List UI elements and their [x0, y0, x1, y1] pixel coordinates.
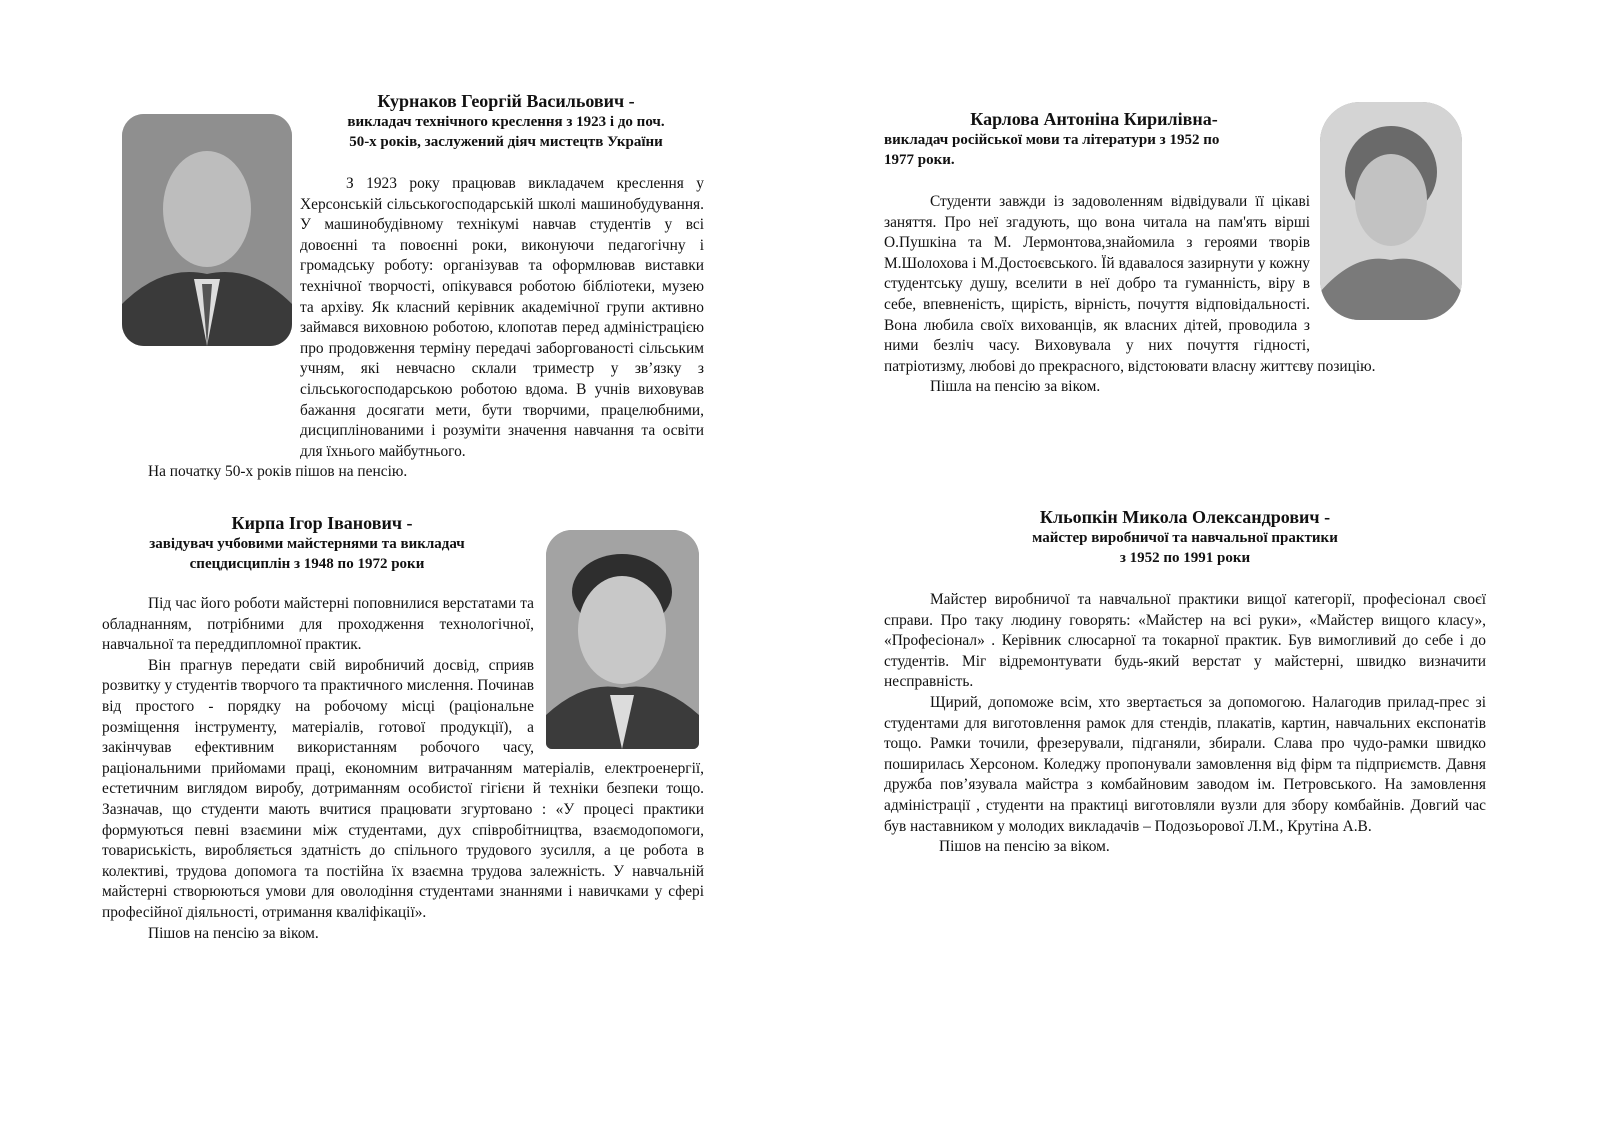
bio-role-cont: з 1952 по 1991 роки: [1119, 550, 1251, 566]
bio-paragraph: Під час його роботи майстерні поповнилися верстатами та обладнанням, потрібними для проходження технологічної, навчальної та переддипломної практик.: [102, 595, 534, 654]
bio-name: Кльопкін Микола Олександрович -: [1039, 507, 1331, 527]
bio-paragraph: На початку 50-х років пішов на пенсію.: [148, 463, 408, 481]
bio-role: викладач технічного креслення з 1923 і до поч.: [347, 114, 665, 130]
bio-paragraph: Пішов на пенсію за віком.: [939, 838, 1110, 856]
bio-paragraph: Майстер виробничої та навчальної практики вищої категорії, професіонал своєї справи. Про таку людину говорять: «Майстер на всі руки», «Майстер вищого класу», «Професіонал» . Керівник слюсарної та токарної практик. Був вимогливий до себе і до студентів. Міг відремонтувати будь-який верстат у майстерні, швидко визначити несправність.: [884, 591, 1486, 691]
bio-karlova: [884, 108, 1486, 398]
bio-klopkin: [884, 506, 1486, 858]
bio-paragraph: Пішла на пенсію за віком.: [930, 378, 1101, 396]
bio-paragraph: З 1923 року працював викладачем креслення у Херсонській сільськогосподарській школі машинобудування. У машинобудівному технікумі навчав студентів у всі довоєнні та повоєнні роки, виконуючи педагогічну і громадську роботу: організував та оформлював виставки технічної творчості, опікувався роботою бібліотеки, музею та архіву. Як класний керівник академічної групи активно займався виховною роботою, клопотав перед адміністрацією про продовження терміну передачі заборгованості сільським учням, які невчасно склали триместр у зв’язку з сільськогосподарською роботою вдома. В учнів виховував бажання досягати мети, бути творчими, працелюбними, дисциплінованими і розуміти значення навчання та освіти для їхнього майбутнього.: [300, 175, 704, 460]
bio-paragraph: Пішов на пенсію за віком.: [148, 924, 319, 942]
bio-paragraph: Студенти завжди із задоволенням відвідували її цікаві заняття. Про неї згадують, що вона читала на пам'ять вірші О.Пушкіна та М. Лермонтова,знайомила з героями творів М.Шолохова і М.Достоєвського. Їй вдавалося зазирнути у кожну студентську душу, вселити в неї добро та гуманність, віру в себе, впевненість, щирість, вірність, почуття відповідальності. Вона любила своїх вихованців, як власних дітей, проводила з ними безліч часу. Виховувала у них почуття гідності, патріотизму, любові до прекрасного, відстоювати власну життєву позицію.: [884, 193, 1376, 375]
bio-name: Кирпа Ігор Іванович -: [231, 513, 413, 533]
bio-name: Курнаков Георгій Васильович -: [377, 91, 635, 111]
bio-role: викладач російської мови та літератури з 1952 по: [884, 132, 1220, 148]
bio-name: Карлова Антоніна Кирилівна-: [970, 109, 1218, 129]
bio-role-cont: 1977 роки.: [884, 152, 955, 168]
bio-role: майстер виробничої та навчальної практики: [1032, 530, 1338, 546]
bio-paragraph: Він прагнув передати свій виробничий досвід, сприяв розвитку у студентів творчого та практичного мислення. Починав від простого - порядку на робочому місці (раціональне розміщення інструменту, матеріалів, готової продукції), а закінчував ефективним використанням робочого часу, раціональними прийомами праці, економним витрачанням матеріалів, електроенергії, естетичним виглядом виробу, дотриманням особистої гігієни й техніки безпеки тощо. Зазначав, що студенти мають вчитися працювати згуртовано : «У процесі практики формуються певні взаємини між студентами, дух співробітництва, взаємодопомоги, товариськість, виробляється здатність до спільного трудового зусилля, а це робота в колективі, трудова допомога та постійна їх взаємна трудова залежність. У навчальній майстерні створюються умови для оволодіння студентами знаннями і навичками у сфері професійної діяльності, отримання кваліфікації».: [102, 656, 704, 921]
bio-kyrpa: [102, 512, 704, 944]
bio-role: завідувач учбовими майстернями та викладач: [149, 536, 465, 552]
bio-kurnakov: [102, 90, 704, 483]
bio-role-cont: спецдисциплін з 1948 по 1972 роки: [189, 556, 425, 572]
bio-role-cont: 50-х років, заслужений діяч мистецтв України: [349, 134, 663, 150]
bio-paragraph: Щирий, допоможе всім, хто звертається за допомогою. Налагодив прилад-прес зі студентами для виготовлення рамок для стендів, плакатів, картин, навчальних експонатів тощо. Рамки точили, фрезерували, підганяли, збирали. Слава про чудо-рамки швидко поширилась Херсоном. Коледжу пропонували замовлення від фірм та підприємств. Давня дружба пов’язувала майстра з комбайновим заводом ім. Петровського. На замовлення адміністрації , студенти на практиці виготовляли вузли для збору комбайнів. Довгий час був наставником у молодих викладачів – Подозьорової Л.М., Крутіна А.В.: [884, 693, 1486, 835]
